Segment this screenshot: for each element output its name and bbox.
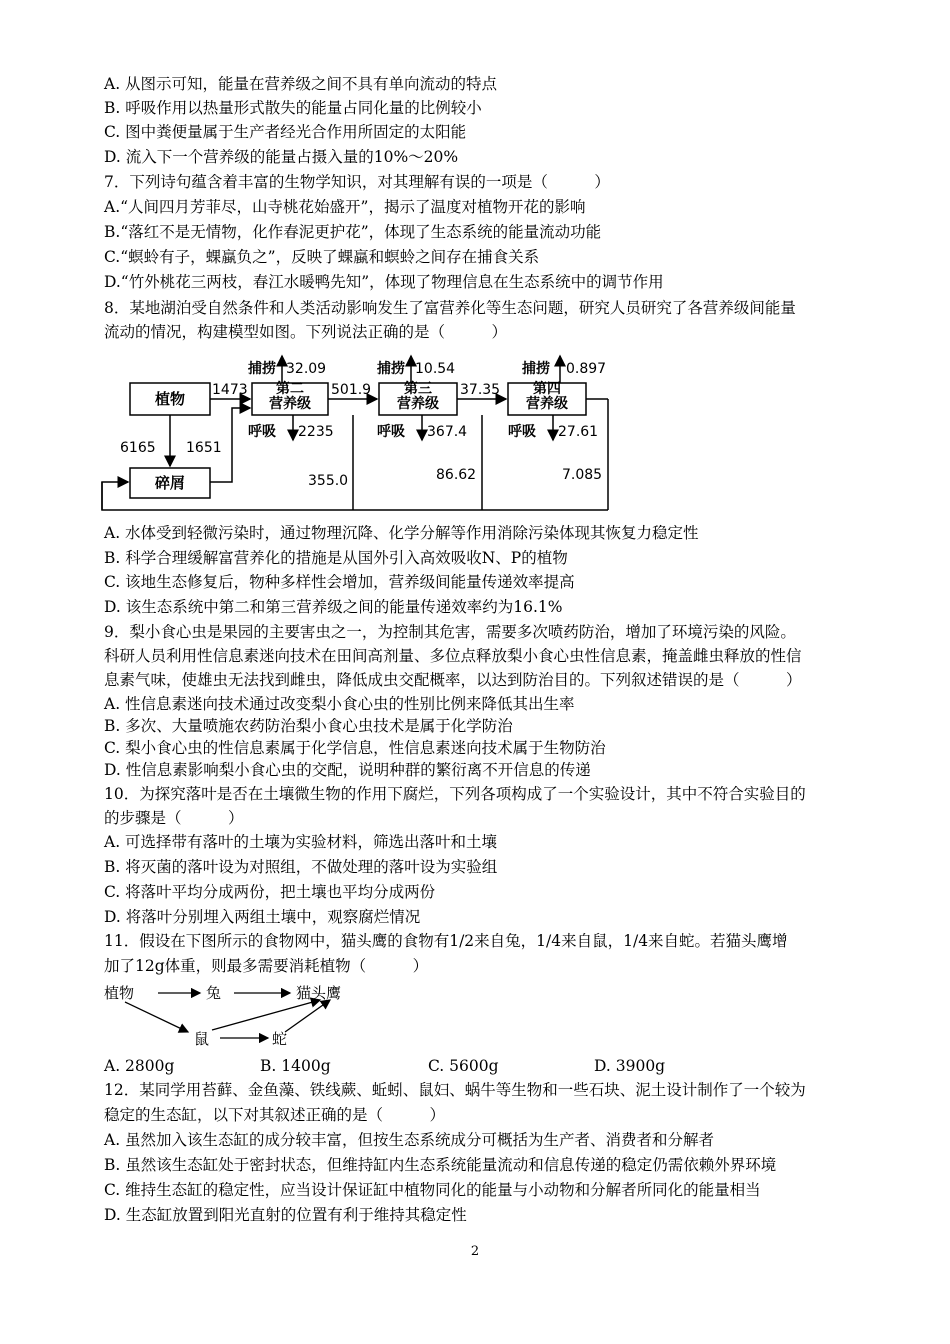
q6-option-a: A. 从图示可知，能量在营养级之间不具有单向流动的特点 [104,75,498,93]
catch-label-4: 捕捞 [522,361,550,377]
food-web-diagram [100,980,370,1050]
q9-option-c: C. 梨小食心虫的性信息素属于化学信息，性信息素迷向技术属于生物防治 [104,739,606,757]
q12-option-a: A. 虽然加入该生态缸的成分较丰富，但按生态系统成分可概括为生产者、消费者和分解者 [104,1131,715,1149]
flow-plant-to-2: 1473 [212,382,248,398]
q7-option-a: A.“人间四月芳菲尽，山寺桃花始盛开”，揭示了温度对植物开花的影响 [104,198,586,216]
resp-value-3: 367.4 [427,424,468,440]
q10-option-b: B. 将灭菌的落叶设为对照组，不做处理的落叶设为实验组 [104,858,498,876]
q9-stem-line-3: 息素气味，使雄虫无法找到雌虫，降低成虫交配概率，以达到防治目的。下列叙述错误的是（ ） [104,671,802,689]
level2-label: 第二营养级 [269,381,311,412]
q9-option-a: A. 性信息素迷向技术通过改变梨小食心虫的性别比例来降低其出生率 [104,695,575,713]
q8-stem-line-1: 8．某地湖泊受自然条件和人类活动影响发生了富营养化等生态问题，研究人员研究了各营养级间能量 [104,299,796,317]
catch-value-2: 32.09 [286,361,327,377]
q10-option-a: A. 可选择带有落叶的土壤为实验材料，筛选出落叶和土壤 [104,833,498,851]
web-snake: 蛇 [272,1030,288,1048]
q9-stem-line-1: 9．梨小食心虫是果园的主要害虫之一，为控制其危害，需要多次喷药防治，增加了环境污染的风险。 [104,623,796,641]
level4-label: 第四营养级 [526,381,568,412]
q7-stem: 7．下列诗句蕴含着丰富的生物学知识，对其理解有误的一项是（ ） [104,173,610,191]
q11-stem-line-2: 加了12g体重，则最多需要消耗植物（ ） [104,957,429,975]
flow-3-to-debris: 86.62 [436,467,477,483]
q7-option-c: C.“螟蛉有子，蜾蠃负之”，反映了蜾蠃和螟蛉之间存在捕食关系 [104,248,540,266]
web-rabbit: 兔 [206,984,222,1002]
flow-2-to-3: 501.9 [331,382,372,398]
q8-option-c: C. 该地生态修复后，物种多样性会增加，营养级间能量传递效率提高 [104,573,575,591]
q6-option-d: D. 流入下一个营养级的能量占摄入量的10%～20% [104,148,459,166]
page-number: 2 [470,1244,480,1259]
q6-option-c: C. 图中粪便量属于生产者经光合作用所固定的太阳能 [104,123,467,141]
q10-option-d: D. 将落叶分别埋入两组土壤中，观察腐烂情况 [104,908,421,926]
catch-label-3: 捕捞 [377,361,405,377]
q8-stem-line-2: 流动的情况，构建模型如图。下列说法正确的是（ ） [104,323,508,341]
q7-option-d: D.“竹外桃花三两枝，春江水暖鸭先知”，体现了物理信息在生态系统中的调节作用 [104,273,664,291]
catch-label-2: 捕捞 [248,361,276,377]
q12-option-d: D. 生态缸放置到阳光直射的位置有利于维持其稳定性 [104,1206,467,1224]
level3-label: 第三营养级 [397,381,439,412]
q11-option-c: C. 5600g [428,1057,499,1075]
q12-option-b: B. 虽然该生态缸处于密封状态，但维持缸内生态系统能量流动和信息传递的稳定仍需依赖外界环境 [104,1156,777,1174]
q11-option-a: A. 2800g [104,1057,175,1075]
flow-2-to-debris: 355.0 [308,473,349,489]
resp-label-4: 呼吸 [508,424,536,440]
q9-option-d: D. 性信息素影响梨小食心虫的交配，说明种群的繁衍离不开信息的传递 [104,761,591,779]
q10-stem-line-2: 的步骤是（ ） [104,809,244,827]
q12-stem-line-1: 12．某同学用苔藓、金鱼藻、铁线蕨、蚯蚓、鼠妇、蜗牛等生物和一些石块、泥土设计制作了一个较为 [104,1081,806,1099]
web-owl: 猫头鹰 [296,984,342,1002]
q7-option-b: B.“落红不是无情物，化作春泥更护花”，体现了生态系统的能量流动功能 [104,223,602,241]
q8-option-a: A. 水体受到轻微污染时，通过物理沉降、化学分解等作用消除污染体现其恢复力稳定性 [104,524,699,542]
q10-option-c: C. 将落叶平均分成两份，把土壤也平均分成两份 [104,883,436,901]
q11-option-d: D. 3900g [594,1057,666,1075]
flow-debris-to-2: 1651 [186,440,222,456]
debris-label: 碎屑 [154,474,186,492]
q8-option-b: B. 科学合理缓解富营养化的措施是从国外引入高效吸收N、P的植物 [104,549,568,567]
flow-3-to-4: 37.35 [460,382,501,398]
web-plant: 植物 [104,984,135,1002]
energy-flow-diagram [96,352,626,522]
resp-label-2: 呼吸 [248,424,276,440]
web-mouse: 鼠 [194,1030,210,1048]
q9-option-b: B. 多次、大量喷施农药防治梨小食心虫技术是属于化学防治 [104,717,513,735]
catch-value-4: 0.897 [566,361,607,377]
resp-label-3: 呼吸 [377,424,405,440]
q11-stem-line-1: 11．假设在下图所示的食物网中，猫头鹰的食物有1/2来自兔，1/4来自鼠，1/4来自蛇。若猫头鹰增 [104,932,788,950]
q12-stem-line-2: 稳定的生态缸，以下对其叙述正确的是（ ） [104,1106,446,1124]
q9-stem-line-2: 科研人员利用性信息素迷向技术在田间高剂量、多位点释放梨小食心虫性信息素，掩盖雌虫释放的性信 [104,647,802,665]
flow-plant-to-debris: 6165 [120,440,156,456]
q8-option-d: D. 该生态系统中第二和第三营养级之间的能量传递效率约为16.1% [104,598,563,616]
catch-value-3: 10.54 [415,361,456,377]
resp-value-4: 27.61 [558,424,599,440]
q12-option-c: C. 维持生态缸的稳定性，应当设计保证缸中植物同化的能量与小动物和分解者所同化的能量相当 [104,1181,761,1199]
flow-4-to-debris: 7.085 [562,467,603,483]
resp-value-2: 2235 [298,424,334,440]
plant-label: 植物 [154,390,186,408]
q10-stem-line-1: 10．为探究落叶是否在土壤微生物的作用下腐烂，下列各项构成了一个实验设计，其中不符合实验目的 [104,785,806,803]
q11-option-b: B. 1400g [260,1057,331,1075]
q6-option-b: B. 呼吸作用以热量形式散失的能量占同化量的比例较小 [104,99,482,117]
